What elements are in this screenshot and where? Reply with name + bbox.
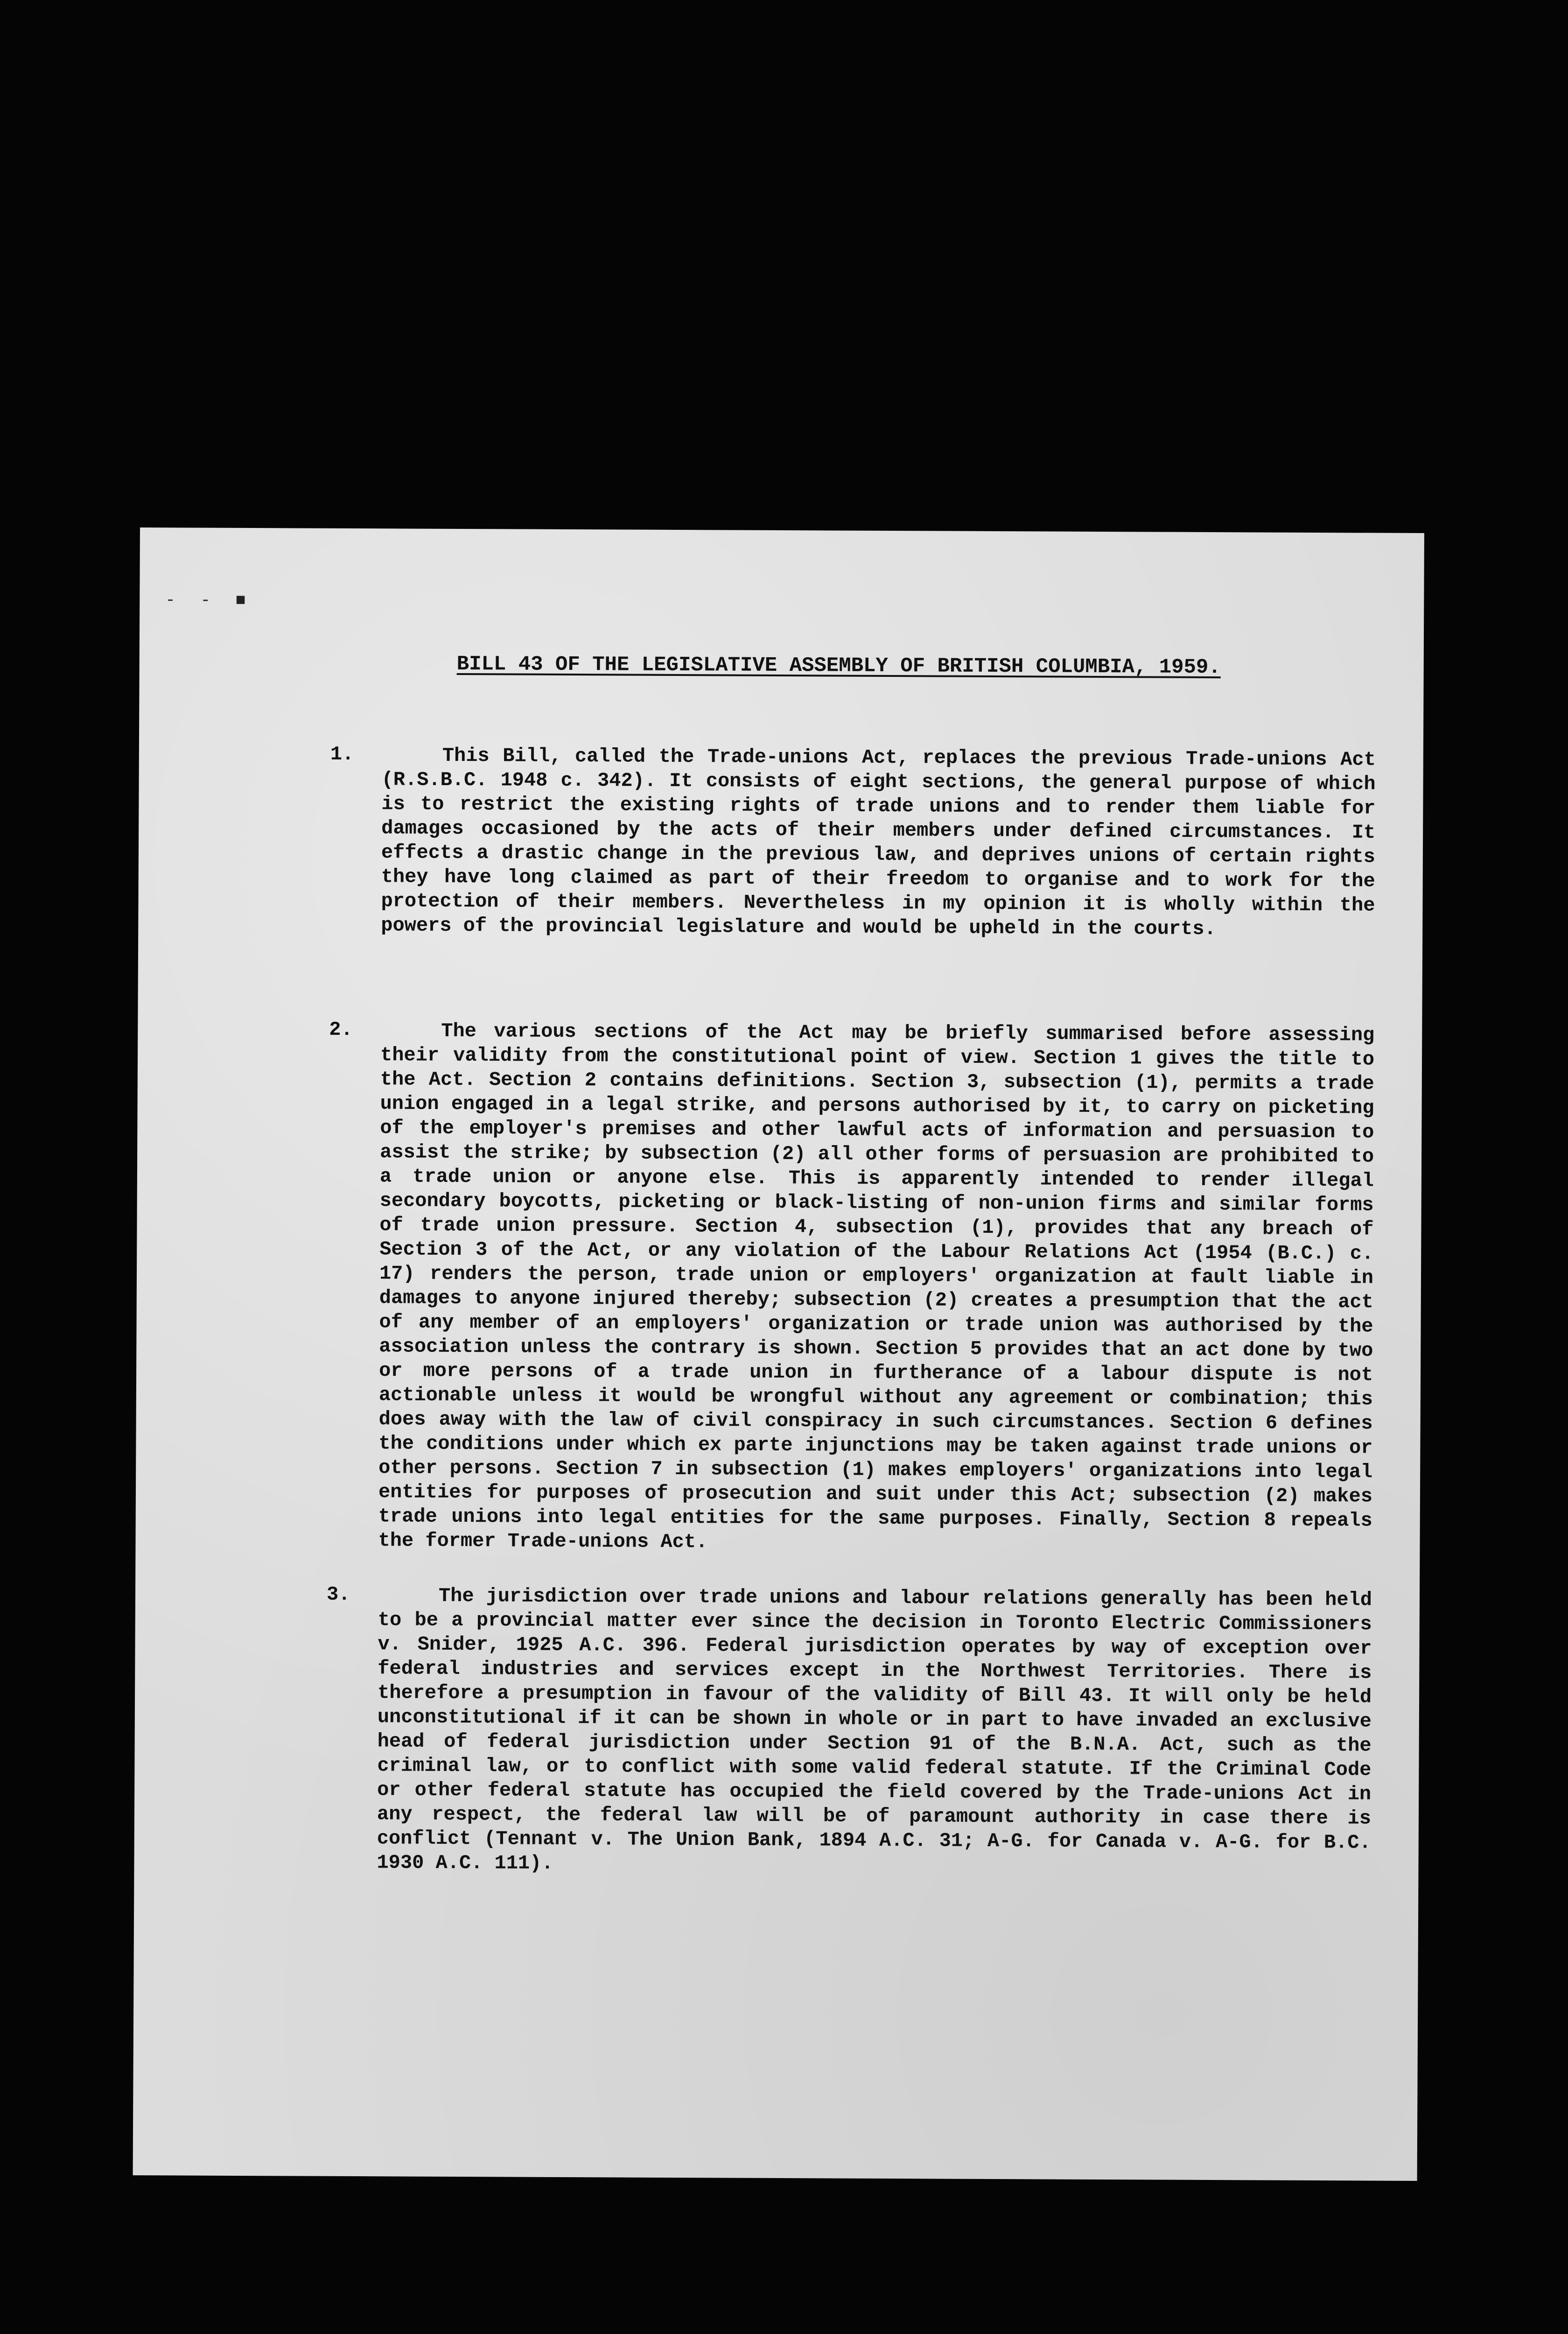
document-title: BILL 43 OF THE LEGISLATIVE ASSEMBLY OF BRITISH COLUMBIA, 1959. bbox=[456, 652, 1221, 680]
punch-marks: - - ■ bbox=[165, 591, 253, 611]
paragraph-number-1: 1. bbox=[330, 743, 354, 766]
document-page bbox=[133, 527, 1424, 2181]
paragraph-1: This Bill, called the Trade-unions Act, replaces the previous Trade-unions Act (R.S.B.C. 1948 c. 342). It consists of eight sections, the general purpose of which is to restrict the existing rights of trade unions and to render them liable for damages occasioned by the acts of their members under defined circumstances. It effects a drastic change in the previous law, and deprives unions of certain rights they have long claimed as part of their freedom to organise and to work for the protection of their members. Nevertheless in my opinion it is wholly within the powers of the provincial legislature and would be upheld in the courts. bbox=[381, 744, 1376, 941]
paragraph-2: The various sections of the Act may be briefly summarised before assessing their validity from the constitutional point of view. Section 1 gives the title to the Act. Section 2 contains definitions. Section 3, subsection (1), permits a trade union engaged in a legal strike, and persons authorised by it, to carry on picketing of the employer's premises and other lawful acts of information and persuasion to assist the strike; by subsection (2) all other forms of persuasion are prohibited to a trade union or anyone else. This is apparently intended to render illegal secondary boycotts, picketing or black-listing of non-union firms and similar forms of trade union pressure. Section 4, subsection (1), provides that any breach of Section 3 of the Act, or any violation of the Labour Relations Act (1954 (B.C.) c. 17) renders the person, trade union or employers' organization at fault liable in damages to anyone injured thereby; subsection (2) creates a presumption that the act of any member of an employers' organization or trade union was authorised by the association unless the contrary is shown. Section 5 provides that an act done by two or more persons of a trade union in furtherance of a labour dispute is not actionable unless it would be wrongful without any agreement or combination; this does away with the law of civil conspiracy in such circumstances. Section 6 defines the conditions under which ex parte injunctions may be taken against trade unions or other persons. Section 7 in subsection (1) makes employers' organizations into legal entities for purposes of prosecution and suit under this Act; subsection (2) makes trade unions into legal entities for the same purposes. Finally, Section 8 repeals the former Trade-unions Act. bbox=[378, 1019, 1375, 1554]
paragraph-number-3: 3. bbox=[326, 1583, 350, 1606]
paragraph-3: The jurisdiction over trade unions and labour relations generally has been held to be a provincial matter ever since the decision in Toronto Electric Commissioners v. Snider, 1925 A.C. 396. Federal jurisdiction operates by way of exception over federal industries and services except in the Northwest Territories. There is therefore a presumption in favour of the validity of Bill 43. It will only be held unconstitutional if it can be shown in whole or in part to have invaded an exclusive head of federal jurisdiction under Section 91 of the B.N.A. Act, such as the criminal law, or to conflict with some valid federal statute. If the Criminal Code or other federal statute has occupied the field covered by the Trade-unions Act in any respect, the federal law will be of paramount authority in case there is conflict (Tennant v. The Union Bank, 1894 A.C. 31; A-G. for Canada v. A-G. for B.C. 1930 A.C. 111). bbox=[377, 1584, 1372, 1875]
paragraph-number-2: 2. bbox=[329, 1018, 353, 1041]
